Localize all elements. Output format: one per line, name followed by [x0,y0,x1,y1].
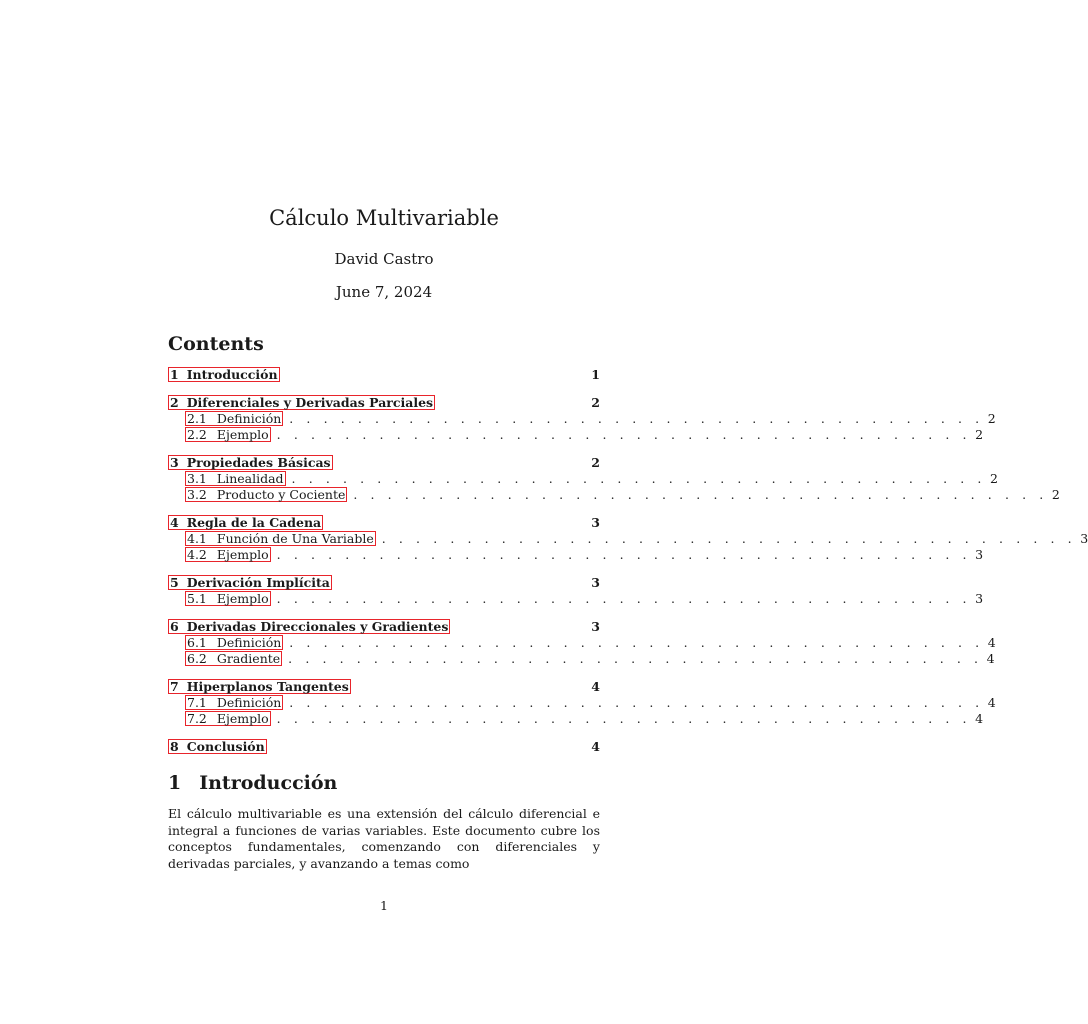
toc-page-number: 2 [591,395,600,410]
toc-subentry-title: Ejemplo [216,427,269,442]
toc-page-number: 3 [591,575,600,590]
toc-subsection-link[interactable] [185,651,282,666]
toc-page-number: 3 [975,547,984,562]
toc-subentry [168,711,984,727]
toc-leader-dots: . . . . . . . . . . . . . . . . . . . . . . . . . . . . . . . . . . . . . . . . . [288,651,983,666]
toc-subsection-link[interactable] [185,411,283,426]
section-number: 1 [168,772,182,794]
toc-subsection-link[interactable] [185,531,376,546]
toc-leader-dots: . . . . . . . . . . . . . . . . . . . . . . . . . . . . . . . . . . . . . . . . . [291,471,986,486]
toc-subentry [168,547,984,563]
toc-subsection-link[interactable] [185,471,286,486]
toc-section-link[interactable] [168,679,351,694]
toc-entry-title: Propiedades Básicas [186,455,331,470]
toc-subsection-link[interactable] [185,591,271,606]
toc-leader-dots: . . . . . . . . . . . . . . . . . . . . . . . . . . . . . . . . . . . . . . . . . [276,427,972,442]
toc-subentry [168,591,984,607]
toc-entry-number: 7 [170,679,179,694]
toc-entry-number: 3 [170,455,179,470]
toc-page-number: 4 [987,635,996,650]
toc-entry-title: Conclusión [186,739,265,754]
toc-subentry [168,471,998,487]
toc-entry-number: 5 [170,575,179,590]
toc-page-number: 4 [987,695,996,710]
toc-entry [168,679,600,695]
toc-section-block [168,515,1088,563]
toc-subentry-title: Gradiente [216,651,281,666]
toc-page-number: 4 [986,651,995,666]
toc-page-number: 2 [1051,487,1060,502]
toc-page-number: 2 [975,427,984,442]
toc-section-link[interactable] [168,515,323,530]
toc-subentry-number: 7.1 [187,695,207,710]
toc-entry-title: Regla de la Cadena [186,515,322,530]
toc-section-link[interactable] [168,739,267,754]
toc-page-number: 3 [1080,531,1088,546]
toc-section-block [168,395,996,443]
document-date: June 7, 2024 [335,283,433,301]
toc-entry-title: Hiperplanos Tangentes [186,679,349,694]
toc-section-link[interactable] [168,395,435,410]
toc-subentry-number: 3.1 [187,471,207,486]
toc-subentry-title: Definición [216,635,282,650]
toc-entry-number: 2 [170,395,179,410]
toc-section-link[interactable] [168,619,450,634]
toc-subentry-number: 5.1 [187,591,207,606]
toc-entry [168,739,600,755]
toc-section-block [168,455,1060,503]
toc-section-block [168,679,996,727]
toc-subentry [168,531,1088,547]
toc-heading: Contents [168,333,264,355]
toc-subentry-title: Función de Una Variable [216,531,374,546]
toc-leader-dots: . . . . . . . . . . . . . . . . . . . . . . . . . . . . . . . . . . . . . . . . . [289,635,984,650]
toc-entry [168,455,600,471]
toc-page-number: 3 [591,515,600,530]
toc-subentry-title: Definición [216,411,282,426]
toc-section-block [168,739,600,755]
toc-subentry [168,695,996,711]
toc-subentry-number: 6.1 [187,635,207,650]
toc-entry [168,367,600,383]
toc-subentry-title: Ejemplo [216,547,269,562]
section-heading [168,772,337,794]
toc-subentry-number: 3.2 [187,487,207,502]
toc-leader-dots: . . . . . . . . . . . . . . . . . . . . . . . . . . . . . . . . . . . . . . . . . [353,487,1048,502]
toc-entry-title: Derivación Implícita [186,575,330,590]
toc-entry-number: 6 [170,619,179,634]
toc-section-link[interactable] [168,367,280,382]
toc-subentry-title: Producto y Cociente [216,487,346,502]
toc-page-number: 4 [975,711,984,726]
toc-entry-title: Introducción [186,367,278,382]
toc-subentry-title: Ejemplo [216,591,269,606]
toc-page-number: 2 [990,471,998,486]
toc-entry [168,515,600,531]
toc-entry-number: 8 [170,739,179,754]
table-of-contents [168,367,1088,767]
toc-subentry [168,651,995,667]
page-number: 1 [380,898,388,913]
toc-entry [168,619,600,635]
toc-subentry-title: Definición [216,695,282,710]
toc-subentry-number: 7.2 [187,711,207,726]
toc-subentry-number: 4.2 [187,547,207,562]
toc-subentry-number: 2.1 [187,411,207,426]
toc-subentry-number: 4.1 [187,531,207,546]
toc-page-number: 3 [591,619,600,634]
toc-entry-title: Derivadas Direccionales y Gradientes [186,619,449,634]
toc-section-block [168,575,984,607]
toc-subsection-link[interactable] [185,695,283,710]
toc-subentry [168,427,984,443]
toc-subentry [168,635,996,651]
toc-subentry-number: 2.2 [187,427,207,442]
document-author: David Castro [334,250,434,268]
toc-subentry [168,487,1060,503]
toc-page-number: 3 [975,591,984,606]
toc-leader-dots: . . . . . . . . . . . . . . . . . . . . . . . . . . . . . . . . . . . . . . . . . [289,695,984,710]
toc-subsection-link[interactable] [185,547,271,562]
toc-entry-number: 4 [170,515,179,530]
toc-leader-dots: . . . . . . . . . . . . . . . . . . . . . . . . . . . . . . . . . . . . . . . . . [276,711,972,726]
toc-entry [168,395,600,411]
intro-paragraph: El cálculo multivariable es una extensión del cálculo diferencial e integral a funciones de varias variables. Este documento cubre los conceptos fundamentales, comenzando con diferenciales y derivadas parciales, y avanzando a temas como [168,806,600,871]
toc-subsection-link[interactable] [185,635,283,650]
toc-page-number: 4 [591,739,600,754]
toc-subentry-number: 6.2 [187,651,207,666]
toc-leader-dots: . . . . . . . . . . . . . . . . . . . . . . . . . . . . . . . . . . . . . . . . . [276,591,972,606]
toc-page-number: 1 [591,367,600,382]
toc-page-number: 2 [987,411,996,426]
toc-subsection-link[interactable] [185,487,347,502]
toc-page-number: 4 [591,679,600,694]
toc-leader-dots: . . . . . . . . . . . . . . . . . . . . . . . . . . . . . . . . . . . . . . . . . [276,547,972,562]
toc-leader-dots: . . . . . . . . . . . . . . . . . . . . . . . . . . . . . . . . . . . . . . . . . [289,411,984,426]
section-title: Introducción [199,772,338,794]
toc-page-number: 2 [591,455,600,470]
toc-subsection-link[interactable] [185,711,271,726]
document-title: Cálculo Multivariable [269,206,499,230]
toc-subsection-link[interactable] [185,427,271,442]
toc-subentry-title: Linealidad [216,471,284,486]
toc-leader-dots: . . . . . . . . . . . . . . . . . . . . . . . . . . . . . . . . . . . . . . . . . [381,531,1077,546]
toc-subentry-title: Ejemplo [216,711,269,726]
toc-subentry [168,411,996,427]
toc-section-link[interactable] [168,455,333,470]
toc-section-block [168,367,600,383]
toc-entry [168,575,600,591]
toc-section-link[interactable] [168,575,332,590]
toc-entry-number: 1 [170,367,179,382]
toc-section-block [168,619,996,667]
toc-entry-title: Diferenciales y Derivadas Parciales [186,395,434,410]
